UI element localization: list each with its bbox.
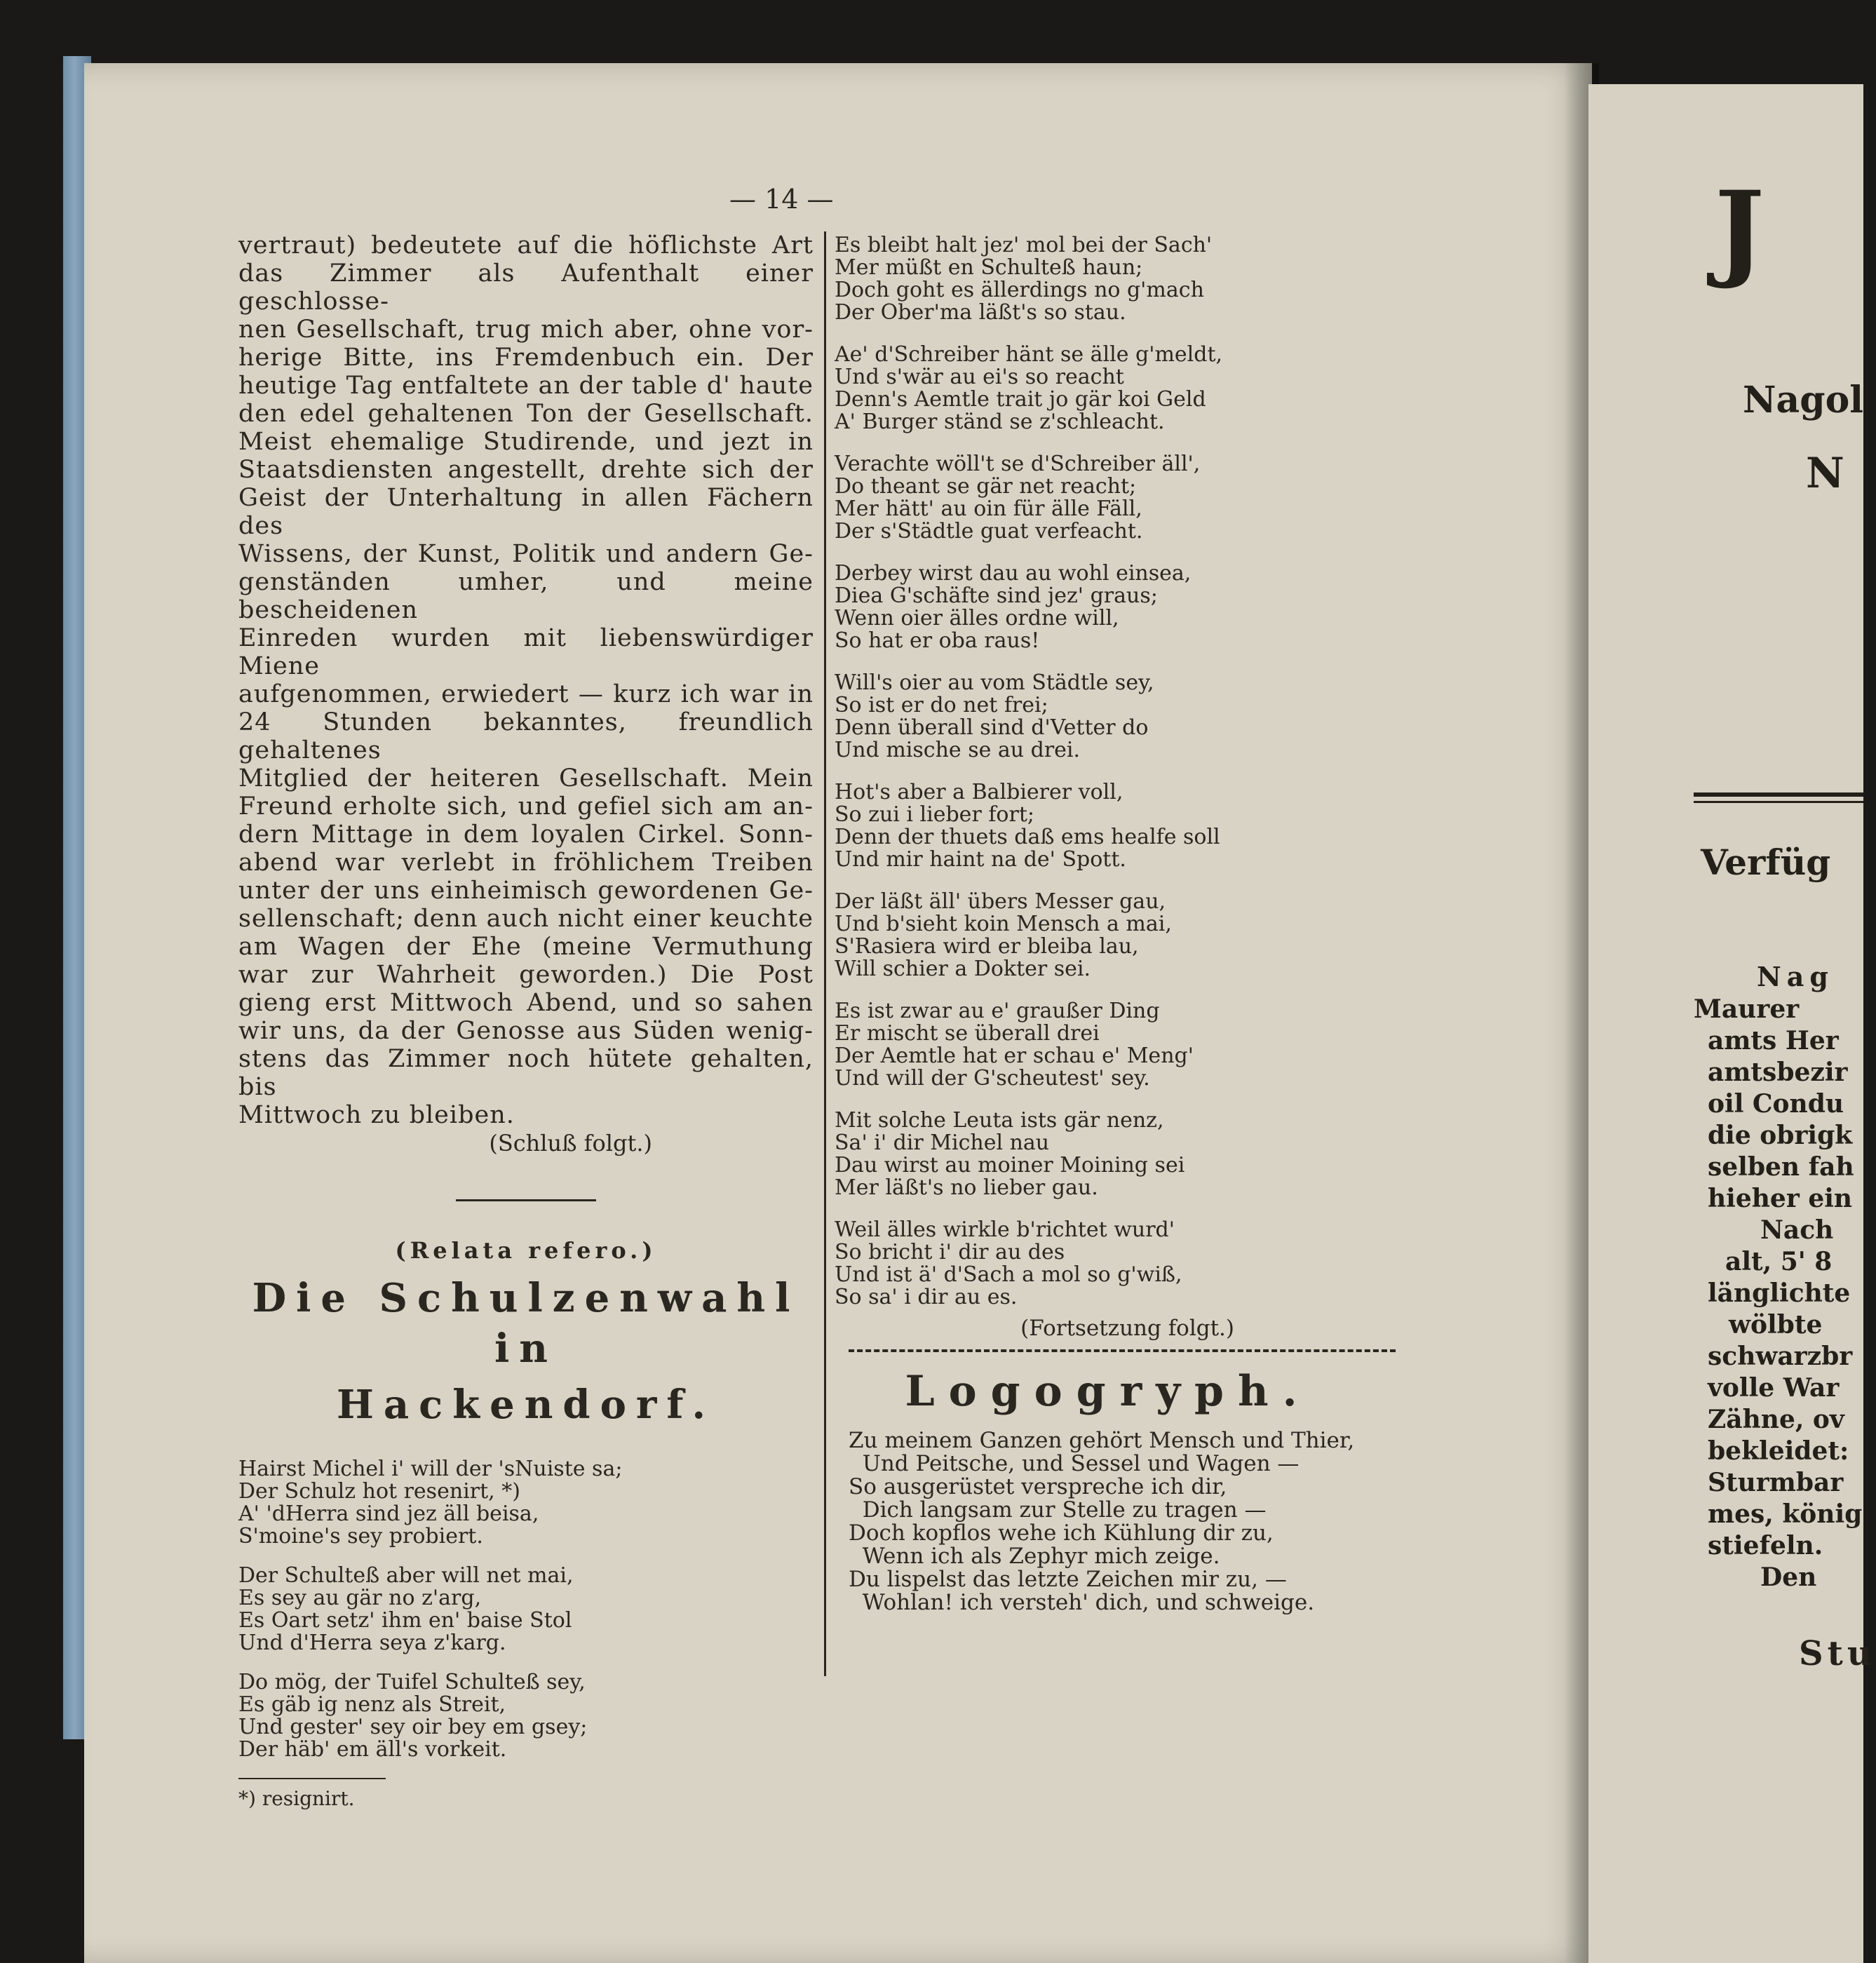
prose-line: abend war verlebt in fröhlichem Treiben — [238, 849, 814, 877]
riddle-title: Logogryph. — [905, 1367, 1311, 1416]
stanza: Der läßt äll' übers Messer gau, Und b'sieht koin Mensch a mai, S'Rasiera wird er bleiba lau, Will schier a Dokter sei. — [835, 889, 1172, 981]
fragment: amtsbezir — [1708, 1058, 1848, 1087]
section-divider-2 — [849, 1349, 1396, 1352]
fragment: Sturmbar — [1708, 1468, 1844, 1497]
stanza: Do mög, der Tuifel Schulteß sey, Es gäb ig nenz als Streit, Und gester' sey oir bey em gsey; Der häb' em äll's vorkeit. — [238, 1670, 588, 1762]
prose-line: aufgenommen, erwiedert — kurz ich war in — [238, 680, 814, 708]
fragment: mes, könig — [1708, 1499, 1863, 1529]
prose-line: Wissens, der Kunst, Politik und andern Ge- — [238, 540, 814, 568]
stanza: Will's oier au vom Städtle sey, So ist er do net frei; Denn überall sind d'Vetter do Und mische se au drei. — [835, 670, 1154, 762]
fragment: volle War — [1708, 1373, 1840, 1403]
prose-line: Geist der Unterhaltung in allen Fächern des — [238, 484, 814, 540]
fragment: bekleidet: — [1708, 1436, 1849, 1466]
fragment: Nag — [1757, 961, 1834, 992]
prose-line: genständen umher, und meine bescheidenen — [238, 568, 814, 624]
prose-line: am Wagen der Ehe (meine Vermuthung — [238, 933, 814, 961]
fragment: länglichte — [1708, 1279, 1851, 1308]
prose-line: heutige Tag entfaltete an der table d' haute — [238, 372, 814, 400]
prose-line: Freund erholte sich, und gefiel sich am an- — [238, 792, 814, 821]
header-rule — [1694, 792, 1863, 803]
right-page — [1588, 84, 1876, 1963]
fragment: N — [1806, 449, 1844, 498]
stanza: Verachte wöll't se d'Schreiber äll', Do theant se gär net reacht; Mer hätt' au oin für älle Fäll, Der s'Städtle guat verfeacht. — [835, 452, 1201, 544]
prose-line: den edel gehaltenen Ton der Gesellschaft. — [238, 400, 814, 428]
fragment: J — [1715, 168, 1764, 292]
riddle-text: Zu meinem Ganzen gehört Mensch und Thier, Und Peitsche, und Sessel und Wagen — So ausgerüstet verspreche ich dir, Dich langsam zur Stelle zu tragen — Doch kopflos wehe ich Kühlung dir zu, Wenn ich als Zephyr mich zeige. Du lispelst das letzte Zeichen mir zu, — Wohlan! ich versteh' dich, und schweige. — [849, 1428, 1355, 1615]
footnote: *) resignirt. — [238, 1787, 355, 1810]
fragment: wölbte — [1729, 1310, 1823, 1340]
fragment: die obrigk — [1708, 1121, 1853, 1150]
stanza: Hot's aber a Balbierer voll, So zui i lieber fort; Denn der thuets daß ems healfe soll Und mir haint na de' Spott. — [835, 780, 1220, 872]
fragment: alt, 5' 8 — [1725, 1247, 1833, 1276]
article-continuation-text — [238, 231, 814, 1129]
stanza: Mit solche Leuta ists gär nenz, Sa' i' dir Michel nau Dau wirst au moiner Moining sei Mer läßt's no lieber gau. — [835, 1108, 1185, 1200]
prose-line: Meist ehemalige Studirende, und jezt in — [238, 428, 814, 456]
prose-line: 24 Stunden bekanntes, freundlich gehaltenes — [238, 708, 814, 764]
prose-line: Einreden wurden mit liebenswürdiger Miene — [238, 624, 814, 680]
stanza: Es ist zwar au e' graußer Ding Er mischt se überall drei Der Aemtle hat er schau e' Meng' Und will der G'scheutest' sey. — [835, 999, 1194, 1091]
prose-line: war zur Wahrheit geworden.) Die Post — [238, 961, 814, 989]
prose-line: Staatsdiensten angestellt, drehte sich der — [238, 456, 814, 484]
prose-line: stens das Zimmer noch hütete gehalten, bis — [238, 1045, 814, 1101]
stanza: Hairst Michel i' will der 'sNuiste sa; Der Schulz hot resenirt, *) A' 'dHerra sind jez äll beisa, S'moine's sey probiert. — [238, 1457, 623, 1549]
fragment: Verfüg — [1701, 842, 1831, 883]
continued-note: (Schluß folgt.) — [489, 1130, 652, 1156]
fragment: Maurer — [1694, 994, 1800, 1024]
fragment: Den — [1760, 1563, 1817, 1592]
prose-line: unter der uns einheimisch gewordenen Ge- — [238, 877, 814, 905]
prose-line: Mittwoch zu bleiben. — [238, 1101, 515, 1129]
footnote-divider — [238, 1778, 386, 1779]
continued-note-2: (Fortsetzung folgt.) — [1020, 1316, 1234, 1341]
fragment: Stu — [1799, 1634, 1876, 1673]
stanza: Es bleibt halt jez' mol bei der Sach' Mer müßt en Schulteß haun; Doch goht es ällerdings no g'mach Der Ober'ma läßt's so stau. — [835, 233, 1213, 325]
page-number: — 14 — — [729, 184, 834, 215]
prose-line: nen Gesellschaft, trug mich aber, ohne vor- — [238, 316, 814, 344]
prose-line: sellenschaft; denn auch nicht einer keuchte — [238, 905, 814, 933]
subheading: (Relata refero.) — [395, 1237, 657, 1264]
stanza: Ae' d'Schreiber hänt se älle g'meldt, Und s'wär au ei's so reacht Denn's Aemtle trait jo gär koi Geld A' Burger ständ se z'schleacht. — [835, 342, 1223, 434]
left-column — [238, 231, 814, 1813]
prose-line: dern Mittage in dem loyalen Cirkel. Sonn- — [238, 821, 814, 849]
prose-line: herige Bitte, ins Fremdenbuch ein. Der — [238, 344, 814, 372]
prose-line: Mitglied der heiteren Gesellschaft. Mein — [238, 764, 814, 792]
right-column — [821, 234, 1396, 1614]
poem-title-line2: Hackendorf. — [336, 1382, 716, 1428]
prose-line: wir uns, da der Genosse aus Süden wenig- — [238, 1017, 814, 1045]
stanza: Der Schulteß aber will net mai, Es sey au gär no z'arg, Es Oart setz' ihm en' baise Stol Und d'Herra seya z'karg. — [238, 1563, 574, 1655]
poem-title-line1: Die Schulzenwahl in — [252, 1275, 800, 1372]
stanza: Derbey wirst dau au wohl einsea, Diea G'schäfte sind jez' graus; Wenn oier älles ordne will, So hat er oba raus! — [835, 561, 1192, 653]
prose-line: vertraut) bedeutete auf die höflichste Art — [238, 231, 814, 259]
fragment: selben fah — [1708, 1152, 1854, 1182]
fragment: hieher ein — [1708, 1184, 1853, 1213]
fragment: Zähne, ov — [1708, 1405, 1844, 1434]
fragment: stiefeln. — [1708, 1531, 1823, 1560]
fragment: schwarzbr — [1708, 1342, 1853, 1371]
fragment: amts Her — [1708, 1026, 1839, 1055]
prose-line: das Zimmer als Aufenthalt einer geschlosse- — [238, 259, 814, 316]
fragment: oil Condu — [1708, 1089, 1844, 1119]
fragment: Nagol — [1743, 379, 1864, 421]
stanza: Weil älles wirkle b'richtet wurd' So bricht i' dir au des Und ist ä' d'Sach a mol so g'wiß, So sa' i dir au es. — [835, 1217, 1182, 1309]
fragment: Nach — [1760, 1215, 1834, 1245]
poem-stanzas — [238, 1458, 814, 1761]
section-divider — [456, 1199, 596, 1201]
poem-stanzas-continued — [835, 234, 1396, 1309]
prose-line: gieng erst Mittwoch Abend, und so sahen — [238, 989, 814, 1017]
